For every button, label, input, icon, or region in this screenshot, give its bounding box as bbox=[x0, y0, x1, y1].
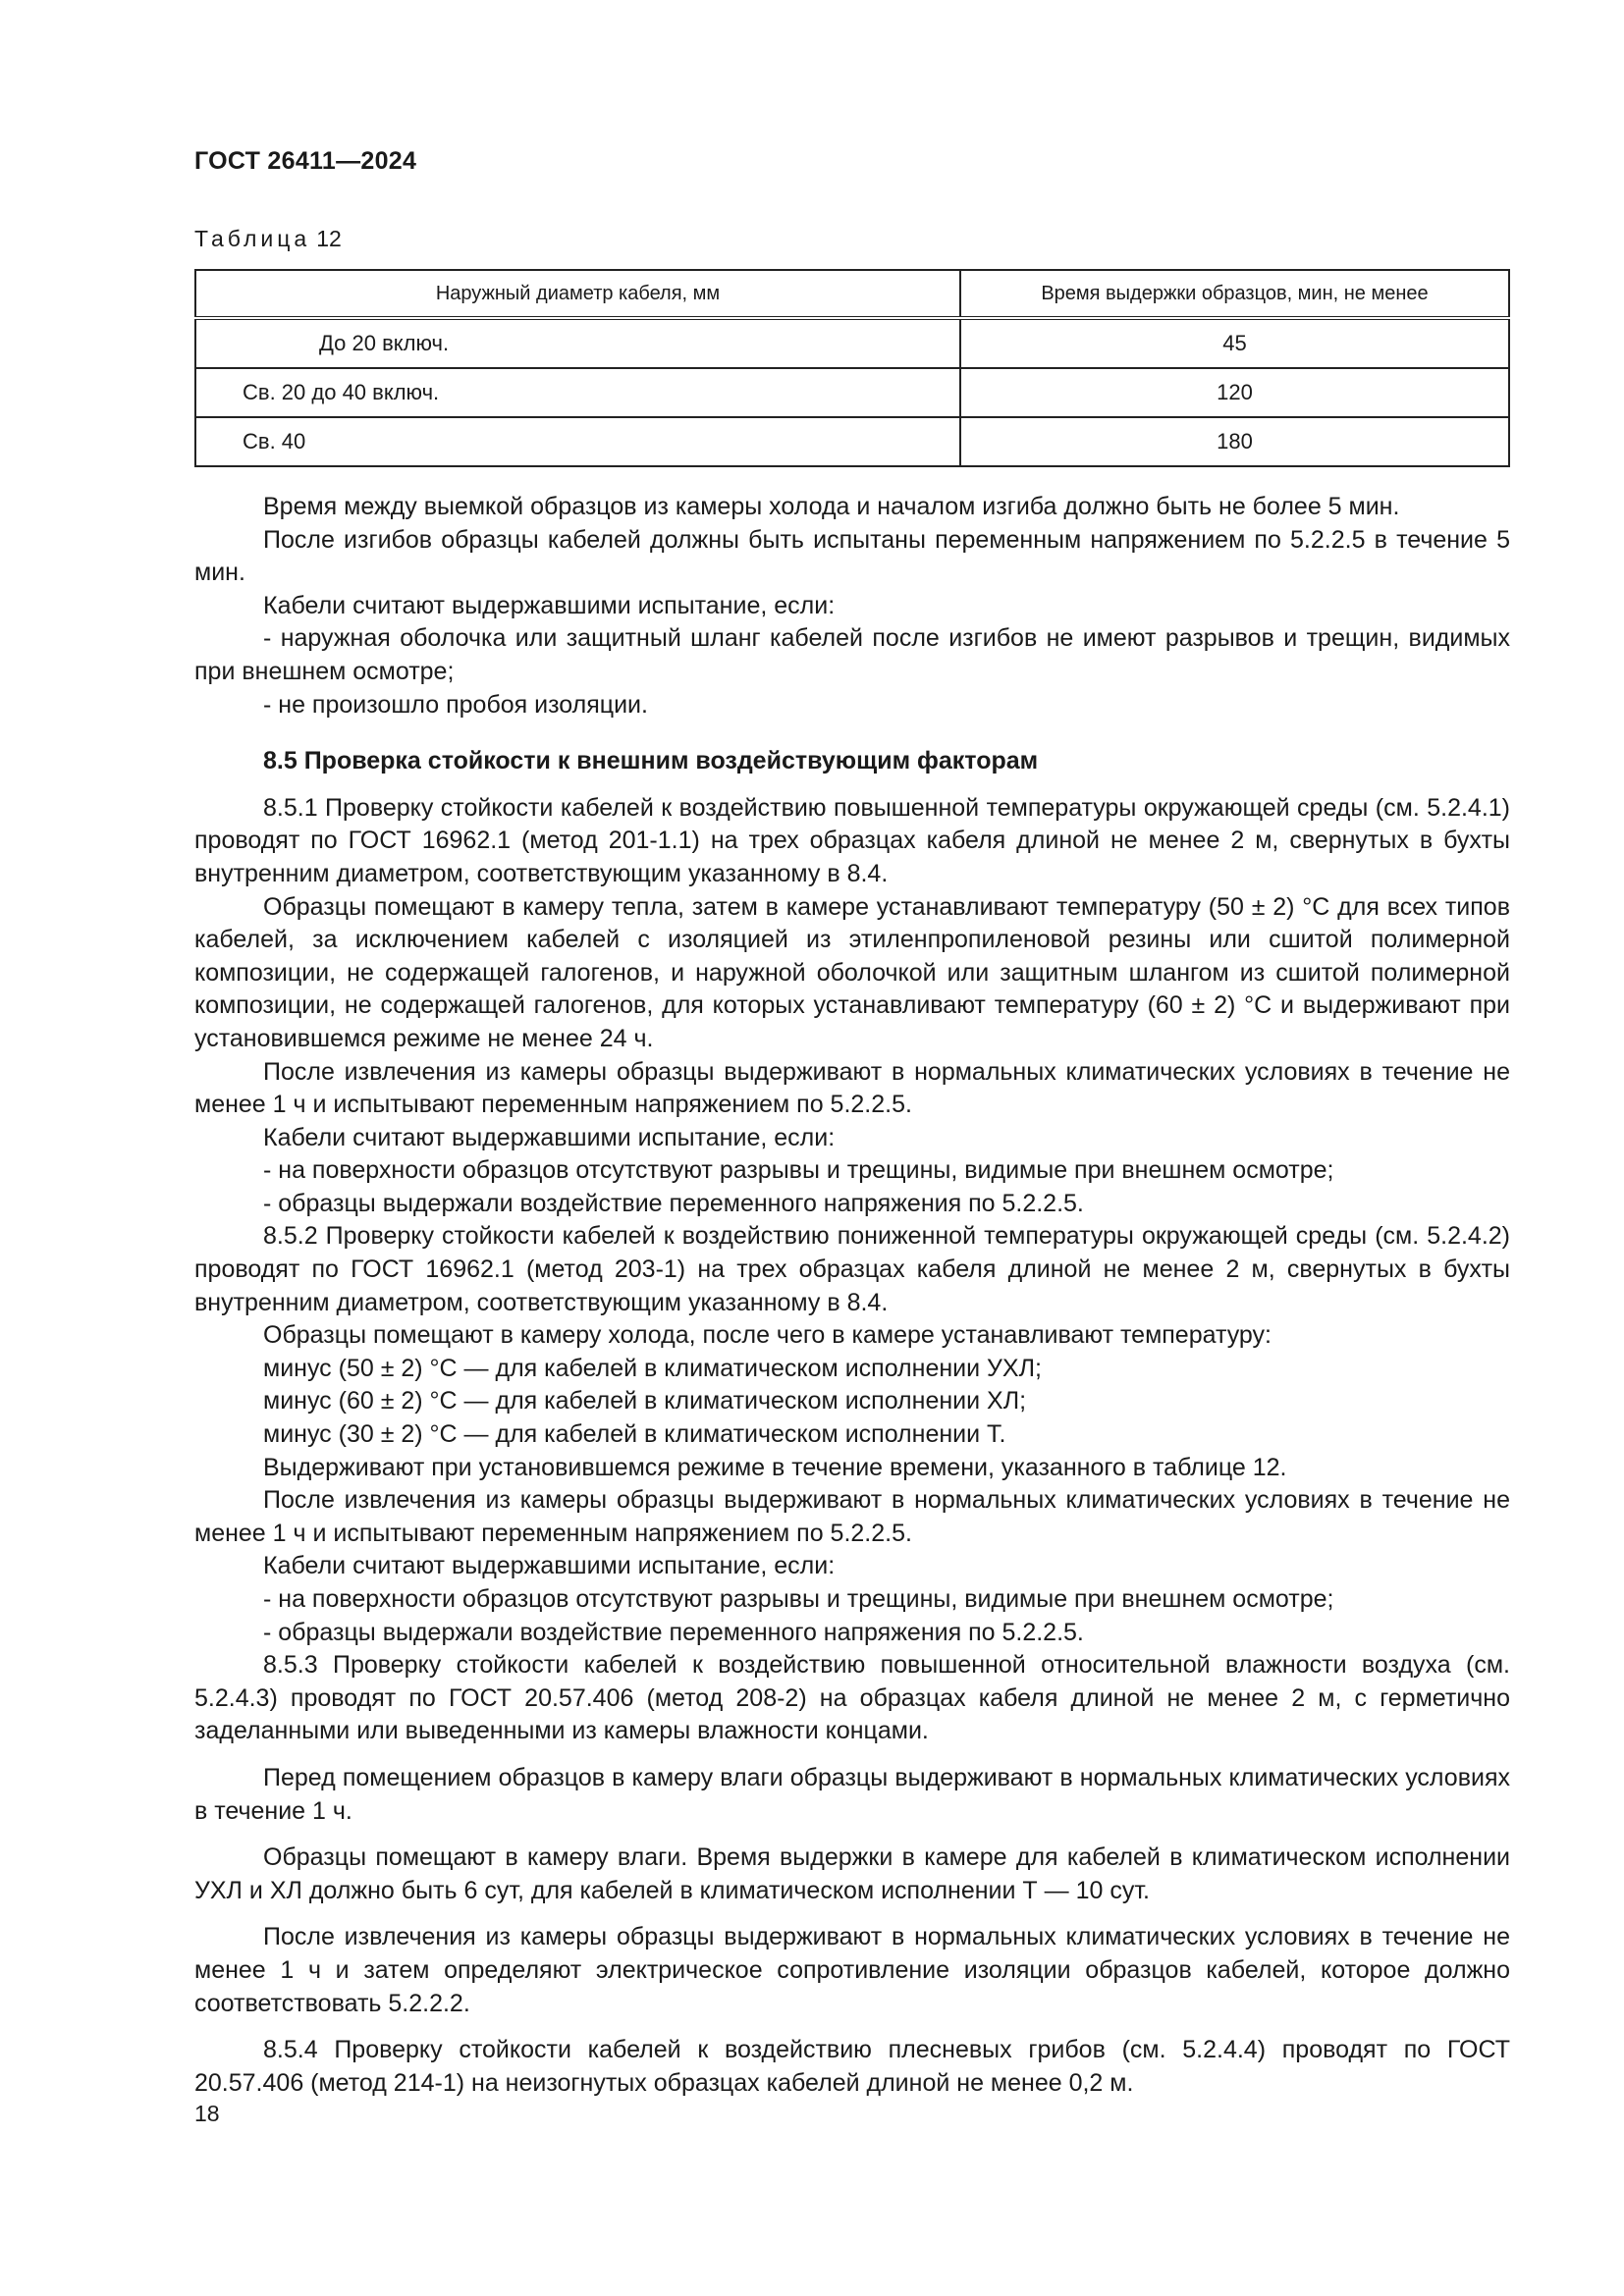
paragraph-8-5-2: 8.5.2 Проверку стойкости кабелей к воздействию пониженной температуры окружающей среды (см. 5.2.4.2) проводят по ГОСТ 16962.1 (метод 203-1) на трех образцах кабеля длиной не менее 2 м, свернутых в бухты внутренним диаметром, соответствующим указанному в 8.4. bbox=[194, 1222, 1510, 1316]
column-header-diameter: Наружный диаметр кабеля, мм bbox=[195, 270, 960, 318]
cell-time: 180 bbox=[960, 417, 1509, 466]
column-header-time: Время выдержки образцов, мин, не менее bbox=[960, 270, 1509, 318]
paragraph: Кабели считают выдержавшими испытание, если: bbox=[263, 1123, 836, 1151]
paragraph: Кабели считают выдержавшими испытание, если: bbox=[263, 1552, 836, 1580]
cell-diameter: До 20 включ. bbox=[195, 318, 960, 368]
paragraph: Выдерживают при установившемся режиме в течение времени, указанного в таблице 12. bbox=[263, 1453, 1287, 1481]
list-item: - не произошло пробоя изоляции. bbox=[263, 690, 648, 719]
paragraph: Кабели считают выдержавшими испытание, если: bbox=[263, 591, 836, 619]
table-row bbox=[195, 318, 1509, 368]
table-row bbox=[195, 417, 1509, 466]
list-item: минус (60 ± 2) °С — для кабелей в климатическом исполнении ХЛ; bbox=[263, 1387, 1027, 1415]
page-number: 18 bbox=[194, 2101, 220, 2126]
list-item: - образцы выдержали воздействие переменного напряжения по 5.2.2.5. bbox=[263, 1618, 1084, 1646]
cell-diameter: Св. 40 bbox=[195, 417, 960, 466]
paragraph: Время между выемкой образцов из камеры холода и началом изгиба должно быть не более 5 мин. bbox=[263, 493, 1400, 520]
list-item: минус (50 ± 2) °С — для кабелей в климатическом исполнении УХЛ; bbox=[263, 1354, 1042, 1382]
section-heading-8-5: 8.5 Проверка стойкости к внешним воздействующим факторам bbox=[263, 747, 1039, 775]
cell-time: 120 bbox=[960, 368, 1509, 417]
table-caption-label: Таблица bbox=[194, 226, 311, 251]
list-item: - наружная оболочка или защитный шланг кабелей после изгибов не имеют разрывов и трещин, видимых при внешнем осмотре; bbox=[194, 624, 1510, 685]
paragraph: После извлечения из камеры образцы выдерживают в нормальных климатических условиях в течение не менее 1 ч и затем определяют электрическое сопротивление изоляции образцов кабелей, которое должно соответствовать 5.2.2.2. bbox=[194, 1923, 1510, 2017]
paragraph-8-5-1: 8.5.1 Проверку стойкости кабелей к воздействию повышенной температуры окружающей среды (см. 5.2.4.1) проводят по ГОСТ 16962.1 (метод 201-1.1) на трех образцах кабеля длиной не менее 2 м, свернутых в бухты внутренним диаметром, соответствующим указанному в 8.4. bbox=[194, 793, 1510, 887]
paragraph: Образцы помещают в камеру влаги. Время выдержки в камере для кабелей в климатическом исполнении УХЛ и ХЛ должно быть 6 сут, для кабелей в климатическом исполнении Т — 10 сут. bbox=[194, 1843, 1510, 1904]
list-item: - на поверхности образцов отсутствуют разрывы и трещины, видимые при внешнем осмотре; bbox=[263, 1585, 1334, 1613]
paragraph: После извлечения из камеры образцы выдерживают в нормальных климатических условиях в течение не менее 1 ч и испытывают переменным напряжением по 5.2.2.5. bbox=[194, 1486, 1510, 1547]
paragraph: После извлечения из камеры образцы выдерживают в нормальных климатических условиях в течение не менее 1 ч и испытывают переменным напряжением по 5.2.2.5. bbox=[194, 1057, 1510, 1119]
document-body bbox=[194, 491, 1510, 2100]
paragraph: Образцы помещают в камеру тепла, затем в камере устанавливают температуру (50 ± 2) °С для всех типов кабелей, за исключением кабелей с изоляцией из этиленпропиленовой резины или сшитой полимерной композиции, не содержащей галогенов, и наружной оболочкой или защитным шлангом из сшитой полимерной композиции, не содержащей галогенов, для которых устанавливают температуру (60 ± 2) °С и выдерживают при установившемся режиме не менее 24 ч. bbox=[194, 892, 1510, 1052]
list-item: - на поверхности образцов отсутствуют разрывы и трещины, видимые при внешнем осмотре; bbox=[263, 1156, 1334, 1185]
paragraph: Перед помещением образцов в камеру влаги образцы выдерживают в нормальных климатических условиях в течение 1 ч. bbox=[194, 1763, 1510, 1825]
paragraph: Образцы помещают в камеру холода, после чего в камере устанавливают температуру: bbox=[263, 1321, 1272, 1350]
table-12 bbox=[194, 269, 1510, 467]
list-item: минус (30 ± 2) °С — для кабелей в климатическом исполнении Т. bbox=[263, 1420, 1006, 1449]
paragraph-8-5-4: 8.5.4 Проверку стойкости кабелей к воздействию плесневых грибов (см. 5.2.4.4) проводят по ГОСТ 20.57.406 (метод 214-1) на неизогнутых образцах кабелей длиной не менее 0,2 м. bbox=[194, 2036, 1510, 2097]
list-item: - образцы выдержали воздействие переменного напряжения по 5.2.2.5. bbox=[263, 1189, 1084, 1217]
table-row bbox=[195, 368, 1509, 417]
cell-diameter: Св. 20 до 40 включ. bbox=[195, 368, 960, 417]
cell-time: 45 bbox=[960, 318, 1509, 368]
table-caption bbox=[194, 226, 342, 252]
paragraph: После изгибов образцы кабелей должны быть испытаны переменным напряжением по 5.2.2.5 в течение 5 мин. bbox=[194, 525, 1510, 587]
paragraph-8-5-3: 8.5.3 Проверку стойкости кабелей к воздействию повышенной относительной влажности воздуха (см. 5.2.4.3) проводят по ГОСТ 20.57.406 (метод 208-2) на образцах кабеля длиной не менее 2 м, с герметично заделанными или выведенными из камеры влажности концами. bbox=[194, 1651, 1510, 1745]
standard-header: ГОСТ 26411—2024 bbox=[194, 147, 417, 175]
table-caption-number: 12 bbox=[316, 226, 342, 251]
table-header-row bbox=[195, 270, 1509, 318]
